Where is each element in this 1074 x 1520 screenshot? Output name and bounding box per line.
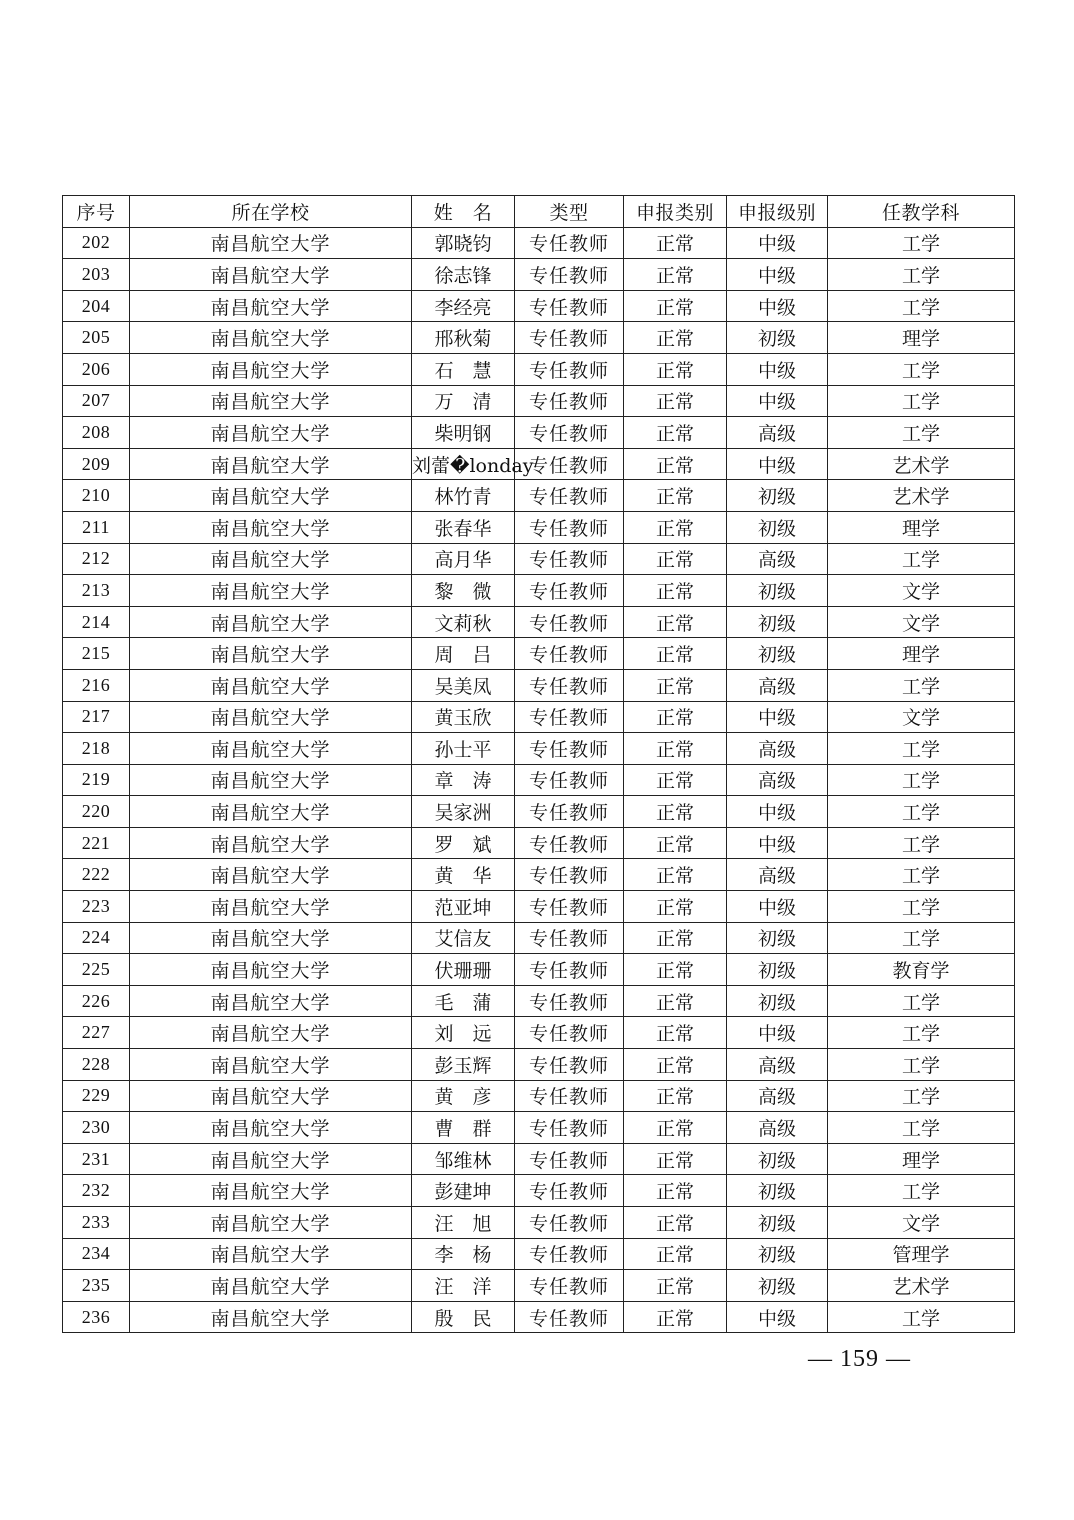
table-row <box>63 1049 1015 1081</box>
cell-category: 正常 <box>624 1017 727 1049</box>
cell-category: 正常 <box>624 543 727 575</box>
cell-type: 专任教师 <box>515 859 624 891</box>
table-row <box>63 669 1015 701</box>
cell-subject: 理学 <box>828 511 1015 543</box>
cell-level: 初级 <box>727 1238 828 1270</box>
table-row <box>63 827 1015 859</box>
cell-type: 专任教师 <box>515 606 624 638</box>
cell-subject: 工学 <box>828 1301 1015 1333</box>
cell-type: 专任教师 <box>515 385 624 417</box>
cell-category: 正常 <box>624 1080 727 1112</box>
cell-subject: 工学 <box>828 891 1015 923</box>
cell-name: 刘蕾�londay <box>412 448 515 480</box>
cell-category: 正常 <box>624 353 727 385</box>
cell-school: 南昌航空大学 <box>130 1301 412 1333</box>
cell-name: 范亚坤 <box>412 891 515 923</box>
cell-category: 正常 <box>624 891 727 923</box>
cell-name: 徐志锋 <box>412 259 515 291</box>
cell-index: 215 <box>63 638 130 670</box>
cell-school: 南昌航空大学 <box>130 417 412 449</box>
cell-category: 正常 <box>624 575 727 607</box>
cell-school: 南昌航空大学 <box>130 1270 412 1302</box>
cell-type: 专任教师 <box>515 259 624 291</box>
cell-index: 208 <box>63 417 130 449</box>
cell-school: 南昌航空大学 <box>130 1049 412 1081</box>
cell-index: 228 <box>63 1049 130 1081</box>
cell-school: 南昌航空大学 <box>130 353 412 385</box>
cell-level: 高级 <box>727 669 828 701</box>
cell-subject: 理学 <box>828 1143 1015 1175</box>
cell-level: 中级 <box>727 1301 828 1333</box>
cell-category: 正常 <box>624 448 727 480</box>
cell-school: 南昌航空大学 <box>130 322 412 354</box>
table-row <box>63 1270 1015 1302</box>
cell-index: 229 <box>63 1080 130 1112</box>
cell-type: 专任教师 <box>515 227 624 259</box>
cell-name: 汪 洋 <box>412 1270 515 1302</box>
cell-index: 227 <box>63 1017 130 1049</box>
cell-category: 正常 <box>624 480 727 512</box>
cell-level: 初级 <box>727 575 828 607</box>
table-row <box>63 353 1015 385</box>
cell-name: 汪 旭 <box>412 1207 515 1239</box>
cell-level: 初级 <box>727 638 828 670</box>
header-index: 序号 <box>63 196 130 228</box>
cell-index: 223 <box>63 891 130 923</box>
cell-type: 专任教师 <box>515 796 624 828</box>
cell-level: 中级 <box>727 827 828 859</box>
cell-category: 正常 <box>624 638 727 670</box>
cell-subject: 工学 <box>828 764 1015 796</box>
cell-subject: 工学 <box>828 385 1015 417</box>
table-row <box>63 448 1015 480</box>
cell-level: 初级 <box>727 1270 828 1302</box>
cell-category: 正常 <box>624 985 727 1017</box>
cell-index: 218 <box>63 733 130 765</box>
cell-school: 南昌航空大学 <box>130 543 412 575</box>
cell-subject: 艺术学 <box>828 480 1015 512</box>
table-row <box>63 1112 1015 1144</box>
table-header-row <box>63 196 1015 228</box>
cell-subject: 管理学 <box>828 1238 1015 1270</box>
header-school: 所在学校 <box>130 196 412 228</box>
cell-school: 南昌航空大学 <box>130 1017 412 1049</box>
cell-type: 专任教师 <box>515 701 624 733</box>
cell-type: 专任教师 <box>515 1270 624 1302</box>
cell-name: 彭建坤 <box>412 1175 515 1207</box>
cell-name: 艾信友 <box>412 922 515 954</box>
cell-subject: 工学 <box>828 1017 1015 1049</box>
cell-category: 正常 <box>624 1175 727 1207</box>
cell-school: 南昌航空大学 <box>130 1175 412 1207</box>
cell-level: 初级 <box>727 922 828 954</box>
cell-type: 专任教师 <box>515 543 624 575</box>
table-row <box>63 385 1015 417</box>
table-row <box>63 985 1015 1017</box>
cell-school: 南昌航空大学 <box>130 638 412 670</box>
cell-category: 正常 <box>624 922 727 954</box>
cell-school: 南昌航空大学 <box>130 1080 412 1112</box>
cell-category: 正常 <box>624 511 727 543</box>
table-row <box>63 575 1015 607</box>
cell-name: 文莉秋 <box>412 606 515 638</box>
cell-school: 南昌航空大学 <box>130 922 412 954</box>
cell-name: 张春华 <box>412 511 515 543</box>
cell-subject: 工学 <box>828 1112 1015 1144</box>
table-row <box>63 1207 1015 1239</box>
cell-name: 石 慧 <box>412 353 515 385</box>
cell-category: 正常 <box>624 1270 727 1302</box>
cell-level: 初级 <box>727 322 828 354</box>
cell-index: 222 <box>63 859 130 891</box>
page-number: — 159 — <box>808 1346 911 1372</box>
cell-name: 黄玉欣 <box>412 701 515 733</box>
cell-index: 213 <box>63 575 130 607</box>
table-row <box>63 638 1015 670</box>
cell-level: 高级 <box>727 733 828 765</box>
table-row <box>63 859 1015 891</box>
cell-school: 南昌航空大学 <box>130 606 412 638</box>
cell-index: 235 <box>63 1270 130 1302</box>
cell-category: 正常 <box>624 796 727 828</box>
header-type: 类型 <box>515 196 624 228</box>
cell-type: 专任教师 <box>515 764 624 796</box>
cell-school: 南昌航空大学 <box>130 827 412 859</box>
cell-level: 初级 <box>727 1175 828 1207</box>
cell-level: 高级 <box>727 417 828 449</box>
table-row <box>63 922 1015 954</box>
cell-school: 南昌航空大学 <box>130 891 412 923</box>
cell-name: 罗 斌 <box>412 827 515 859</box>
cell-category: 正常 <box>624 606 727 638</box>
cell-name: 邹维林 <box>412 1143 515 1175</box>
cell-type: 专任教师 <box>515 480 624 512</box>
cell-category: 正常 <box>624 290 727 322</box>
cell-type: 专任教师 <box>515 891 624 923</box>
cell-level: 初级 <box>727 606 828 638</box>
cell-level: 初级 <box>727 1143 828 1175</box>
cell-subject: 工学 <box>828 1080 1015 1112</box>
cell-category: 正常 <box>624 417 727 449</box>
cell-index: 202 <box>63 227 130 259</box>
cell-category: 正常 <box>624 859 727 891</box>
cell-index: 216 <box>63 669 130 701</box>
cell-school: 南昌航空大学 <box>130 511 412 543</box>
cell-name: 殷 民 <box>412 1301 515 1333</box>
cell-level: 中级 <box>727 796 828 828</box>
cell-subject: 工学 <box>828 827 1015 859</box>
table-row <box>63 417 1015 449</box>
table-row <box>63 606 1015 638</box>
cell-subject: 工学 <box>828 417 1015 449</box>
cell-category: 正常 <box>624 322 727 354</box>
cell-school: 南昌航空大学 <box>130 764 412 796</box>
cell-level: 中级 <box>727 290 828 322</box>
cell-type: 专任教师 <box>515 985 624 1017</box>
cell-level: 高级 <box>727 543 828 575</box>
cell-school: 南昌航空大学 <box>130 701 412 733</box>
table-row <box>63 543 1015 575</box>
cell-school: 南昌航空大学 <box>130 733 412 765</box>
cell-index: 233 <box>63 1207 130 1239</box>
cell-index: 230 <box>63 1112 130 1144</box>
cell-category: 正常 <box>624 1049 727 1081</box>
cell-category: 正常 <box>624 669 727 701</box>
cell-type: 专任教师 <box>515 575 624 607</box>
cell-subject: 工学 <box>828 543 1015 575</box>
cell-category: 正常 <box>624 701 727 733</box>
cell-index: 232 <box>63 1175 130 1207</box>
cell-subject: 工学 <box>828 259 1015 291</box>
cell-level: 高级 <box>727 764 828 796</box>
cell-name: 周 吕 <box>412 638 515 670</box>
cell-subject: 教育学 <box>828 954 1015 986</box>
table-row <box>63 796 1015 828</box>
table-row <box>63 1301 1015 1333</box>
cell-level: 初级 <box>727 480 828 512</box>
table-row <box>63 511 1015 543</box>
table-row <box>63 891 1015 923</box>
cell-type: 专任教师 <box>515 1112 624 1144</box>
cell-name: 刘 远 <box>412 1017 515 1049</box>
table-row <box>63 1017 1015 1049</box>
cell-name: 毛 蒲 <box>412 985 515 1017</box>
cell-index: 226 <box>63 985 130 1017</box>
cell-subject: 文学 <box>828 575 1015 607</box>
cell-subject: 理学 <box>828 638 1015 670</box>
cell-index: 224 <box>63 922 130 954</box>
cell-subject: 文学 <box>828 701 1015 733</box>
cell-category: 正常 <box>624 1301 727 1333</box>
cell-category: 正常 <box>624 1238 727 1270</box>
cell-index: 212 <box>63 543 130 575</box>
cell-index: 206 <box>63 353 130 385</box>
cell-name: 吴美凤 <box>412 669 515 701</box>
cell-subject: 工学 <box>828 733 1015 765</box>
cell-type: 专任教师 <box>515 1049 624 1081</box>
cell-name: 孙士平 <box>412 733 515 765</box>
table-row <box>63 764 1015 796</box>
cell-index: 207 <box>63 385 130 417</box>
cell-subject: 文学 <box>828 606 1015 638</box>
cell-type: 专任教师 <box>515 1017 624 1049</box>
cell-category: 正常 <box>624 1207 727 1239</box>
cell-category: 正常 <box>624 764 727 796</box>
table-row <box>63 480 1015 512</box>
cell-subject: 理学 <box>828 322 1015 354</box>
cell-school: 南昌航空大学 <box>130 954 412 986</box>
cell-school: 南昌航空大学 <box>130 1143 412 1175</box>
cell-type: 专任教师 <box>515 322 624 354</box>
header-name: 姓 名 <box>412 196 515 228</box>
table-row <box>63 954 1015 986</box>
cell-category: 正常 <box>624 259 727 291</box>
header-level: 申报级别 <box>727 196 828 228</box>
table-row <box>63 259 1015 291</box>
cell-name: 黄 彦 <box>412 1080 515 1112</box>
cell-name: 郭晓钧 <box>412 227 515 259</box>
cell-index: 204 <box>63 290 130 322</box>
cell-index: 225 <box>63 954 130 986</box>
cell-subject: 工学 <box>828 859 1015 891</box>
cell-subject: 工学 <box>828 227 1015 259</box>
cell-subject: 工学 <box>828 290 1015 322</box>
cell-category: 正常 <box>624 385 727 417</box>
table-row <box>63 1143 1015 1175</box>
cell-index: 205 <box>63 322 130 354</box>
cell-school: 南昌航空大学 <box>130 385 412 417</box>
cell-level: 中级 <box>727 353 828 385</box>
cell-name: 吴家洲 <box>412 796 515 828</box>
cell-index: 203 <box>63 259 130 291</box>
cell-level: 初级 <box>727 954 828 986</box>
cell-type: 专任教师 <box>515 1207 624 1239</box>
cell-level: 中级 <box>727 701 828 733</box>
cell-level: 高级 <box>727 1112 828 1144</box>
table-row <box>63 227 1015 259</box>
cell-category: 正常 <box>624 1143 727 1175</box>
cell-school: 南昌航空大学 <box>130 227 412 259</box>
cell-category: 正常 <box>624 733 727 765</box>
cell-index: 221 <box>63 827 130 859</box>
cell-level: 中级 <box>727 891 828 923</box>
cell-subject: 艺术学 <box>828 1270 1015 1302</box>
cell-name: 章 涛 <box>412 764 515 796</box>
cell-subject: 工学 <box>828 1049 1015 1081</box>
cell-type: 专任教师 <box>515 954 624 986</box>
cell-type: 专任教师 <box>515 1143 624 1175</box>
cell-subject: 工学 <box>828 922 1015 954</box>
cell-name: 柴明钢 <box>412 417 515 449</box>
table-row <box>63 1175 1015 1207</box>
cell-school: 南昌航空大学 <box>130 575 412 607</box>
cell-type: 专任教师 <box>515 417 624 449</box>
table-row <box>63 701 1015 733</box>
header-subject: 任教学科 <box>828 196 1015 228</box>
cell-name: 李经亮 <box>412 290 515 322</box>
cell-name: 彭玉辉 <box>412 1049 515 1081</box>
table-row <box>63 1238 1015 1270</box>
cell-category: 正常 <box>624 1112 727 1144</box>
cell-name: 林竹青 <box>412 480 515 512</box>
cell-school: 南昌航空大学 <box>130 859 412 891</box>
header-category: 申报类别 <box>624 196 727 228</box>
cell-school: 南昌航空大学 <box>130 796 412 828</box>
table-row <box>63 1080 1015 1112</box>
cell-index: 211 <box>63 511 130 543</box>
cell-type: 专任教师 <box>515 922 624 954</box>
cell-subject: 工学 <box>828 985 1015 1017</box>
cell-school: 南昌航空大学 <box>130 1207 412 1239</box>
cell-index: 219 <box>63 764 130 796</box>
cell-level: 高级 <box>727 859 828 891</box>
cell-type: 专任教师 <box>515 353 624 385</box>
cell-level: 中级 <box>727 227 828 259</box>
cell-name: 伏珊珊 <box>412 954 515 986</box>
cell-level: 高级 <box>727 1049 828 1081</box>
cell-name: 李 杨 <box>412 1238 515 1270</box>
cell-subject: 工学 <box>828 353 1015 385</box>
cell-level: 中级 <box>727 259 828 291</box>
cell-name: 曹 群 <box>412 1112 515 1144</box>
cell-type: 专任教师 <box>515 511 624 543</box>
cell-level: 初级 <box>727 985 828 1017</box>
cell-type: 专任教师 <box>515 290 624 322</box>
cell-type: 专任教师 <box>515 448 624 480</box>
cell-category: 正常 <box>624 827 727 859</box>
cell-level: 初级 <box>727 511 828 543</box>
cell-name: 黎 微 <box>412 575 515 607</box>
table-body <box>63 227 1015 1333</box>
cell-index: 236 <box>63 1301 130 1333</box>
cell-subject: 工学 <box>828 1175 1015 1207</box>
table-row <box>63 290 1015 322</box>
cell-subject: 工学 <box>828 669 1015 701</box>
table-row <box>63 322 1015 354</box>
teacher-list-table <box>62 195 1015 1333</box>
cell-type: 专任教师 <box>515 733 624 765</box>
cell-school: 南昌航空大学 <box>130 1112 412 1144</box>
cell-subject: 工学 <box>828 796 1015 828</box>
cell-index: 231 <box>63 1143 130 1175</box>
cell-subject: 艺术学 <box>828 448 1015 480</box>
cell-school: 南昌航空大学 <box>130 985 412 1017</box>
cell-school: 南昌航空大学 <box>130 480 412 512</box>
cell-index: 234 <box>63 1238 130 1270</box>
cell-name: 邢秋菊 <box>412 322 515 354</box>
cell-name: 黄 华 <box>412 859 515 891</box>
cell-type: 专任教师 <box>515 1301 624 1333</box>
cell-category: 正常 <box>624 954 727 986</box>
cell-type: 专任教师 <box>515 1238 624 1270</box>
cell-index: 210 <box>63 480 130 512</box>
cell-type: 专任教师 <box>515 1080 624 1112</box>
cell-index: 209 <box>63 448 130 480</box>
cell-type: 专任教师 <box>515 827 624 859</box>
cell-category: 正常 <box>624 227 727 259</box>
cell-type: 专任教师 <box>515 638 624 670</box>
cell-name: 高月华 <box>412 543 515 575</box>
cell-index: 217 <box>63 701 130 733</box>
cell-name: 万 清 <box>412 385 515 417</box>
cell-school: 南昌航空大学 <box>130 1238 412 1270</box>
cell-school: 南昌航空大学 <box>130 290 412 322</box>
cell-level: 中级 <box>727 1017 828 1049</box>
cell-level: 高级 <box>727 1080 828 1112</box>
cell-index: 214 <box>63 606 130 638</box>
cell-level: 中级 <box>727 385 828 417</box>
cell-level: 初级 <box>727 1207 828 1239</box>
cell-school: 南昌航空大学 <box>130 448 412 480</box>
cell-type: 专任教师 <box>515 669 624 701</box>
cell-school: 南昌航空大学 <box>130 259 412 291</box>
table-row <box>63 733 1015 765</box>
cell-school: 南昌航空大学 <box>130 669 412 701</box>
cell-level: 中级 <box>727 448 828 480</box>
cell-subject: 文学 <box>828 1207 1015 1239</box>
cell-type: 专任教师 <box>515 1175 624 1207</box>
cell-index: 220 <box>63 796 130 828</box>
